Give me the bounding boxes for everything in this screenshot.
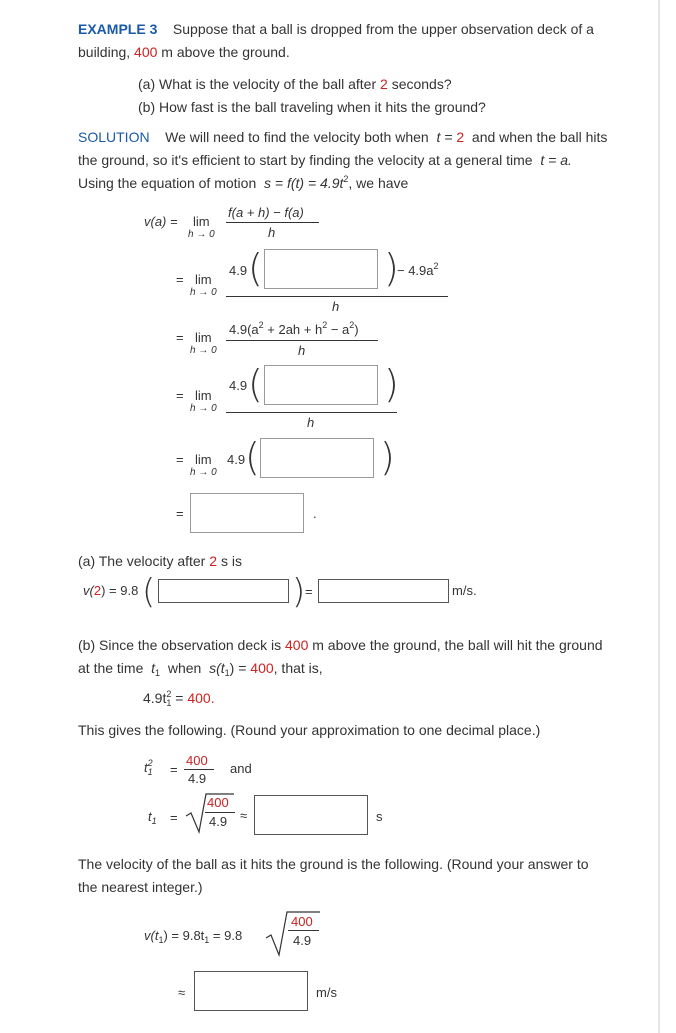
coef-5: 4.9 <box>227 452 246 467</box>
right-paren: ) <box>384 362 399 406</box>
left-paren: ( <box>248 246 263 290</box>
example-intro-text-2: building, <box>78 44 131 60</box>
lim-under: h → 0 <box>188 229 215 240</box>
limit-2 <box>190 272 217 298</box>
t1sq-exp: 2 <box>147 758 153 768</box>
example-intro-text-3: m above the ground. <box>161 44 290 60</box>
question-a-text: (a) What is the velocity of the ball after <box>138 76 377 92</box>
right-paren: ) <box>380 435 395 479</box>
t1-approx-input[interactable] <box>254 795 368 835</box>
left-paren: ( <box>248 362 263 406</box>
lim-text: lim <box>195 330 212 345</box>
part-a-value: 2 <box>209 553 218 569</box>
s-value: 400 <box>250 660 274 676</box>
solution-t-value: 2 <box>456 129 465 145</box>
fraction-1-denominator: h <box>268 225 276 240</box>
expand-numerator-input[interactable] <box>264 249 378 289</box>
lim-text: lim <box>195 452 212 467</box>
units-c: m/s <box>316 985 337 1000</box>
limit-3 <box>190 330 217 356</box>
equals-a: = <box>305 584 313 599</box>
t1-equals: = <box>170 810 178 825</box>
v2-suffix: ) = 9.8 <box>101 583 139 598</box>
round-note: This gives the following. (Round your approximation to one decimal place.) <box>78 722 541 738</box>
question-b: (b) How fast is the ball traveling when it hits the ground? <box>138 99 486 115</box>
lim-text: lim <box>195 272 212 287</box>
part-a-text <box>78 553 242 569</box>
lim-under: h → 0 <box>190 467 217 478</box>
v-impact-sub-1: 1 <box>158 935 164 945</box>
numer3-exp-c: 2 <box>349 320 355 330</box>
numer3-part-d: ) <box>354 322 359 337</box>
numer3-exp-a: 2 <box>258 320 264 330</box>
coef-2: 4.9 <box>229 263 248 278</box>
impact-eq-a: 4.9t <box>143 690 167 706</box>
after-cancel-field[interactable] <box>261 439 373 477</box>
solution-line2: the ground, so it's efficient to start by finding the velocity at a general time <box>78 152 533 168</box>
solution-text <box>78 126 648 197</box>
fraction-2-denominator: h <box>332 299 340 314</box>
part-b-line2b: when <box>167 660 202 676</box>
solution-line1b: and when the ball hits <box>471 129 608 145</box>
solution-line1: We will need to find the velocity both when <box>165 129 429 145</box>
part-b-line1a: (b) Since the observation deck is <box>78 637 282 653</box>
v-impact-input[interactable] <box>194 971 308 1011</box>
va-result-input[interactable] <box>318 579 449 603</box>
solution-t-eq: t = <box>436 129 453 145</box>
left-paren: ( <box>245 435 260 479</box>
t1-symbol: t <box>151 660 156 676</box>
numer3-part-a: 4.9(a <box>229 322 259 337</box>
solution-line3: Using the equation of motion <box>78 175 257 191</box>
question-a-suffix: seconds? <box>391 76 452 92</box>
limit-result-field[interactable] <box>191 494 303 532</box>
equals-3: = <box>176 330 184 345</box>
impact-eq-sub: 1 <box>166 698 172 708</box>
units-a: m/s. <box>452 583 477 598</box>
va-lhs: v(a) = <box>144 214 178 229</box>
solution-line2b: t = a. <box>540 152 572 168</box>
fraction-4-denominator: h <box>307 415 315 430</box>
lim-under: h → 0 <box>190 287 217 298</box>
fraction-3-denominator: h <box>298 343 306 358</box>
v2-prefix: v( <box>83 583 94 598</box>
part-b-line2a: at the time <box>78 660 144 676</box>
t1-frac-den: 4.9 <box>209 814 228 829</box>
t1sq-sub: 1 <box>147 767 153 777</box>
t1sq-symbol: t <box>144 760 148 775</box>
v-impact-field[interactable] <box>195 972 307 1010</box>
page-right-border <box>658 0 660 1033</box>
left-paren: ( <box>142 572 156 612</box>
part-b-line2c: , that is, <box>273 660 323 676</box>
s-expr-b: ) = <box>229 660 247 676</box>
part-b-line1b: m above the ground, the ball will hit the ground <box>312 637 603 653</box>
equals-5: = <box>176 452 184 467</box>
limit-4 <box>190 388 217 414</box>
t1-sub: 1 <box>155 668 161 678</box>
fraction-2-bar <box>226 296 448 297</box>
part-a-suffix: s is <box>220 553 242 569</box>
solution-line3b: , we have <box>348 175 409 191</box>
v-impact-a: v(t <box>144 928 159 943</box>
example-intro <box>78 18 648 64</box>
right-paren: ) <box>292 572 306 612</box>
lim-under: h → 0 <box>190 345 217 356</box>
t1sq-frac-num: 400 <box>186 753 208 768</box>
t1sq-frac-den: 4.9 <box>188 771 207 786</box>
numer3-part-b: + 2ah + h <box>263 322 323 337</box>
part-a-prefix: (a) The velocity after <box>78 553 206 569</box>
expand-numerator-field[interactable] <box>265 250 377 288</box>
motion-equation: s = f(t) = 4.9t <box>264 175 344 191</box>
t1-approx: ≈ <box>240 808 248 823</box>
fraction-1-bar <box>226 222 319 223</box>
t1sq-equals: = <box>170 762 178 777</box>
equals-4: = <box>176 388 184 403</box>
va-inner-input[interactable] <box>158 579 289 603</box>
impact-eq-value: 400. <box>187 690 215 706</box>
impact-equation <box>143 690 215 706</box>
v-frac-num: 400 <box>291 914 313 929</box>
s-expr-sub: 1 <box>224 668 230 678</box>
t1-frac-num: 400 <box>207 795 229 810</box>
v-frac-den: 4.9 <box>293 933 312 948</box>
coef-4: 4.9 <box>229 378 248 393</box>
v-impact-sub-2: 1 <box>204 935 210 945</box>
question-a-value: 2 <box>380 76 388 92</box>
fraction-1-numerator: f(a + h) − f(a) <box>228 205 304 220</box>
height-value: 400 <box>134 44 158 60</box>
equals-2: = <box>176 272 184 287</box>
question-a <box>138 76 452 92</box>
va-result-field[interactable] <box>319 580 448 602</box>
v-impact-c: = 9.8 <box>209 928 243 943</box>
period: . <box>313 506 317 521</box>
v-impact-b: ) = 9.8t <box>163 928 205 943</box>
equals-6: = <box>176 506 184 521</box>
right-paren: ) <box>384 246 399 290</box>
fraction-4-bar <box>226 412 397 413</box>
v-impact-expression <box>144 928 242 943</box>
v2-expression <box>83 583 138 598</box>
t1-squared <box>144 760 153 775</box>
simplified-numerator-input[interactable] <box>264 365 378 405</box>
numer3-part-c: − a <box>327 322 350 337</box>
simplified-numerator-field[interactable] <box>265 366 377 404</box>
v-frac-bar <box>288 930 319 931</box>
after-cancel-input[interactable] <box>260 438 374 478</box>
lim-under: h → 0 <box>190 403 217 414</box>
part-c-note <box>78 853 648 899</box>
minus-term-text: − 4.9a <box>397 263 434 278</box>
part-c-note-a: The velocity of the ball as it hits the ground is the following. (Round your answer to <box>78 856 589 872</box>
part-c-note-b: the nearest integer.) <box>78 879 203 895</box>
part-b-text <box>78 634 648 682</box>
limit-1 <box>188 214 215 240</box>
v-approx: ≈ <box>178 985 186 1000</box>
units-b: s <box>376 809 383 824</box>
motion-eq-exp: 2 <box>343 174 349 184</box>
t1-frac-bar <box>205 812 235 813</box>
lim-text: lim <box>193 214 210 229</box>
fraction-3-numerator <box>229 322 359 337</box>
s-expr: s(t <box>209 660 225 676</box>
t1-approx-field[interactable] <box>255 796 367 834</box>
and-text: and <box>230 761 252 776</box>
lim-text: lim <box>195 388 212 403</box>
limit-result-input[interactable] <box>190 493 304 533</box>
va-inner-field[interactable] <box>159 580 288 602</box>
numer3-exp-b: 2 <box>322 320 328 330</box>
limit-5 <box>190 452 217 478</box>
part-b-height: 400 <box>285 637 309 653</box>
impact-eq-exp: 2 <box>166 689 172 699</box>
t1sq-frac-bar <box>184 769 214 770</box>
solution-label: SOLUTION <box>78 129 150 145</box>
fraction-3-bar <box>226 340 378 341</box>
t1-label <box>148 809 157 824</box>
v2-value: 2 <box>93 583 102 598</box>
minus-term <box>397 263 439 278</box>
t1-label-symbol: t <box>148 809 152 824</box>
example-intro-text: Suppose that a ball is dropped from the upper observation deck of a <box>172 21 594 37</box>
minus-term-exp: 2 <box>433 261 439 271</box>
example-title: EXAMPLE 3 <box>78 21 158 37</box>
t1-label-sub: 1 <box>151 816 157 826</box>
impact-eq-equals: = <box>175 690 184 706</box>
